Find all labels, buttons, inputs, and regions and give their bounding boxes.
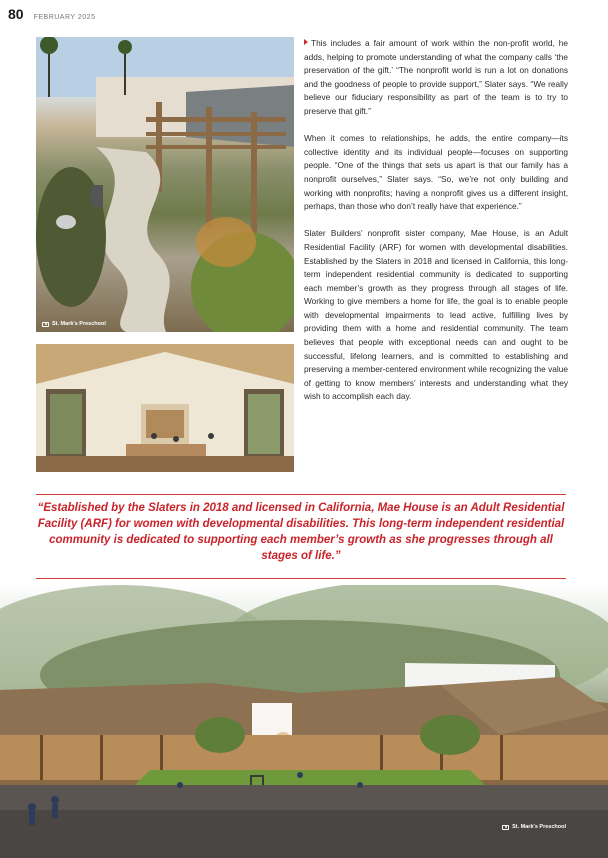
page-header <box>8 6 95 22</box>
courtyard-photo <box>36 37 294 332</box>
rendering-credit-label: St. Mark's Preschool <box>512 824 566 830</box>
quote-divider-bottom <box>36 578 566 579</box>
rendering-credit <box>502 824 566 830</box>
camera-icon <box>502 825 509 830</box>
quote-divider-top <box>36 494 566 495</box>
issue-date: FEBRUARY 2025 <box>33 14 96 21</box>
article-body <box>304 37 568 418</box>
courtyard-illustration <box>36 37 294 332</box>
photo-credit-label: St. Mark's Preschool <box>52 321 106 327</box>
rendering-illustration <box>0 585 608 858</box>
bullet-icon <box>304 39 308 45</box>
article-paragraph-2: When it comes to relationships, he adds, the entire company—its collective identity and its individual people—focuses on supporting people. “One of the things that sets us apart is that our family has a nonprofit ourselves,” Slater says. “So, we’re not only building and working with nonprofits; having a nonprofit gives us a different insight, perhaps, than those who don’t really have that experience.” <box>304 133 568 212</box>
camera-icon <box>42 322 49 327</box>
article-paragraph-1 <box>304 37 568 119</box>
article-paragraph-1-text: This includes a fair amount of work within the non-profit world, he adds, helping to promote understanding of what the company calls ‘the preservation of the gift.’ “The nonprofit world is run a lot on donations and the goodness of people to provide support,” Slater says. “We really believe our fiduciary responsibility as part of the team is to try to preserve that gift.” <box>304 38 568 116</box>
classroom-illustration <box>36 344 294 472</box>
pull-quote: “Established by the Slaters in 2018 and licensed in California, Mae House is an Adult Residential Facility (ARF) for women with developmental disabilities. This long-term independent residential community is dedicated to supporting each member’s growth as she progresses through all stages of life.” <box>37 502 565 562</box>
preschool-rendering <box>0 585 608 858</box>
article-paragraph-3: Slater Builders’ nonprofit sister company, Mae House, is an Adult Residential Facility (ARF) for women with developmental disabilities. Established by the Slaters in 2018 and licensed in California, this long-term independent residential community is dedicated to supporting each member’s growth as they progress through all stages of life. Working to give members a home for life, the goal is to enable people with developmental impairments to lead active, fulfilling lives by providing them with a home and residential community. The team believes that people with exceptional needs can and ought to be successful, lifelong learners, and is committed to establishing and preserving a member-centered environment while recognizing the value of getting to know members’ interests and understanding what they wish to accomplish each day. <box>304 228 568 402</box>
photo-credit <box>42 321 106 327</box>
classroom-photo <box>36 344 294 472</box>
page-number: 80 <box>8 6 24 22</box>
